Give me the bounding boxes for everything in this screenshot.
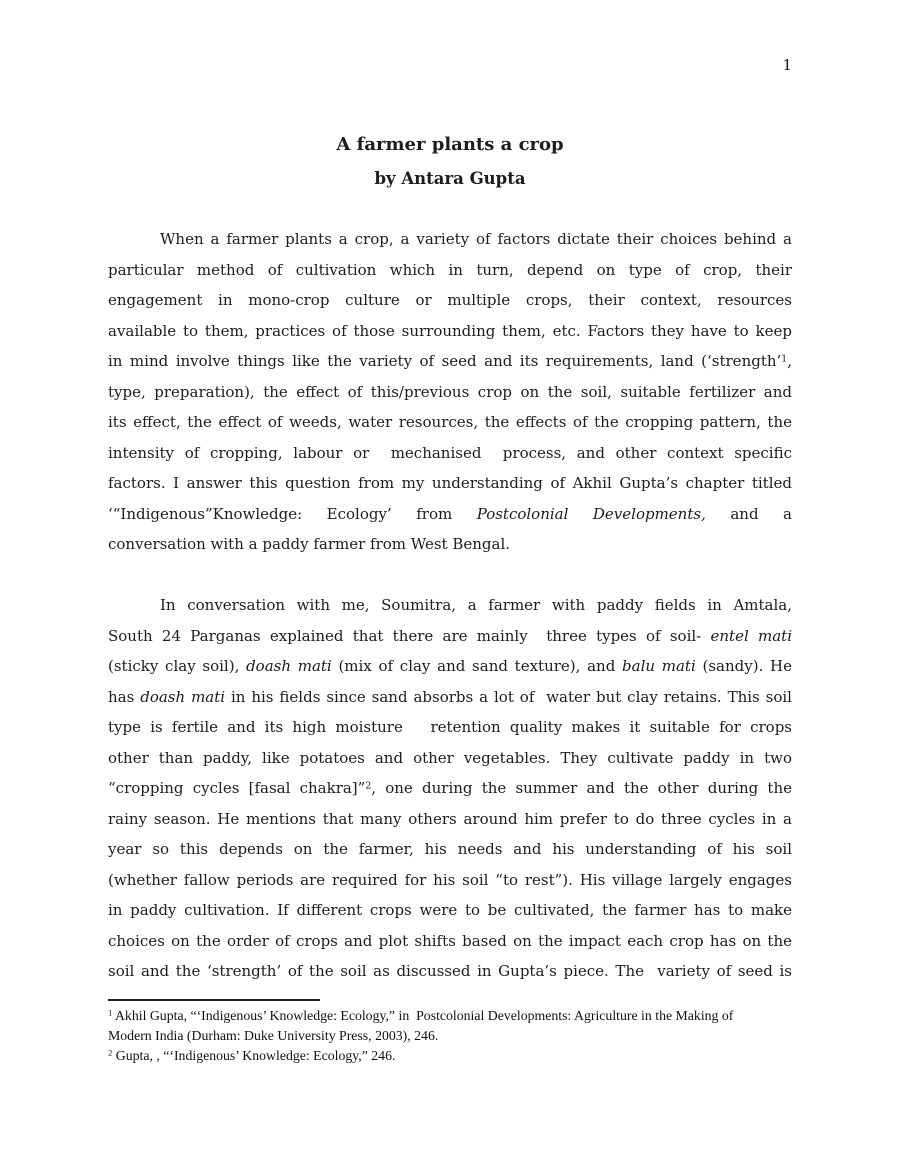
page-number: 1 <box>782 56 792 74</box>
text-line: other than paddy, like potatoes and other vegetables. They cultivate paddy in two <box>108 748 792 767</box>
text-line: particular method of cultivation which in turn, depend on type of crop, their <box>108 260 792 279</box>
text-line: engagement in mono-crop culture or multiple crops, their context, resources <box>108 291 792 309</box>
text-line: type is fertile and its high moisture retention quality makes it suitable for crops <box>108 718 792 736</box>
text-line: conversation with a paddy farmer from West Bengal. <box>108 535 511 553</box>
byline: by Antara Gupta <box>374 169 526 188</box>
text-line: factors. I answer this question from my understanding of Akhil Gupta’s chapter titled <box>108 474 792 492</box>
footnotes <box>108 1006 792 1066</box>
text-line: available to them, practices of those surrounding them, etc. Factors they have to keep <box>108 321 792 340</box>
text-line: type, preparation), the effect of this/previous crop on the soil, suitable fertilizer and <box>108 382 792 401</box>
text-line: in paddy cultivation. If different crops were to be cultivated, the farmer has to make <box>108 901 792 919</box>
text-line: ‘“Indigenous”Knowledge: Ecology’ from Postcolonial Developments, and a <box>108 504 792 523</box>
text-line: in mind involve things like the variety of seed and its requirements, land (‘strength’$^1$, <box>108 352 792 370</box>
footnote-line: Modern India (Durham: Duke University Press, 2003), 246. <box>108 1028 439 1043</box>
paragraph-1 <box>108 224 792 560</box>
text-line: South 24 Parganas explained that there are mainly three types of soil- entel mati <box>108 626 793 645</box>
paragraph-2 <box>108 590 792 987</box>
text-line: soil and the ‘strength’ of the soil as discussed in Gupta’s piece. The variety of seed is <box>108 962 792 980</box>
footnote-line: $^1$ Akhil Gupta, “‘Indigenous’ Knowledge: Ecology,” in Postcolonial Developments: Agriculture in the Making of <box>108 1007 734 1023</box>
text-line: its effect, the effect of weeds, water resources, the effects of the cropping pattern, the <box>108 413 792 431</box>
text-line: year so this depends on the farmer, his needs and his understanding of his soil <box>108 840 792 858</box>
text-line: (whether fallow periods are required for his soil “to rest”). His village largely engages <box>108 870 792 889</box>
text-line: When a farmer plants a crop, a variety of factors dictate their choices behind a <box>160 230 792 248</box>
text-line: has doash mati in his fields since sand absorbs a lot of water but clay retains. This soil <box>108 687 792 706</box>
footnote-line: $^2$ Gupta, , “‘Indigenous’ Knowledge: Ecology,” 246. <box>108 1047 396 1063</box>
footnote-separator <box>108 999 320 1001</box>
page-title: A farmer plants a crop <box>336 134 564 155</box>
text-line: intensity of cropping, labour or mechanised process, and other context specific <box>108 443 792 462</box>
text-line: choices on the order of crops and plot shifts based on the impact each crop has on the <box>108 931 792 950</box>
text-line: “cropping cycles [fasal chakra]”$^2$, one during the summer and the other during the <box>108 779 792 797</box>
text-line: rainy season. He mentions that many others around him prefer to do three cycles in a <box>108 809 792 828</box>
text-line: (sticky clay soil), doash mati (mix of clay and sand texture), and balu mati (sandy). He <box>108 657 793 675</box>
text-line: In conversation with me, Soumitra, a farmer with paddy fields in Amtala, <box>160 596 792 614</box>
